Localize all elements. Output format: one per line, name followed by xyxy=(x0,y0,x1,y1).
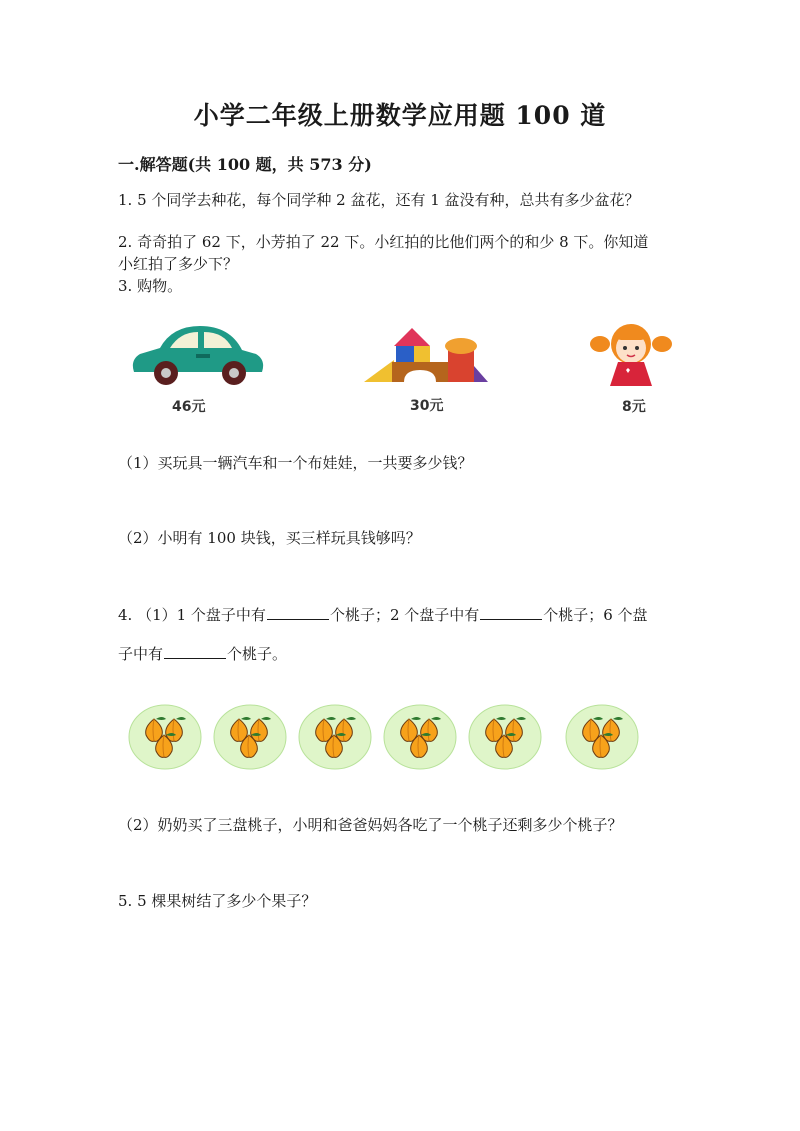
question-4-text-b: 个桃子；2 个盘子中有 xyxy=(329,606,480,624)
doll-image xyxy=(590,322,672,388)
page-title: 小学二年级上册数学应用题 100 道 xyxy=(193,101,607,130)
question-4-text-e: 个桃子。 xyxy=(227,645,288,663)
peach-plate-6 xyxy=(565,703,639,771)
peach-plate-4 xyxy=(383,703,457,771)
car-price: 46元 xyxy=(172,399,206,415)
peach-plate-1 xyxy=(128,703,202,771)
question-2 xyxy=(118,231,678,275)
question-2-line-1: 2. 奇奇拍了 62 下，小芳拍了 22 下。小红拍的比他们两个的和少 8 下。你知道 xyxy=(118,233,649,251)
peach-plate-3 xyxy=(298,703,372,771)
peach-plate-2 xyxy=(213,703,287,771)
question-4-line-1 xyxy=(118,603,678,626)
answer-blank-3[interactable] xyxy=(164,642,226,659)
question-2-line-2: 小红拍了多少下？ xyxy=(118,255,239,273)
car-image xyxy=(126,320,268,386)
answer-blank-1[interactable] xyxy=(267,603,329,620)
peach-plate-5 xyxy=(468,703,542,771)
question-4-text-c: 个桃子；6 个盘 xyxy=(543,606,648,624)
question-4-part-2: （2）奶奶买了三盘桃子，小明和爸爸妈妈各吃了一个桃子还剩多少个桃子？ xyxy=(118,816,623,834)
doll-price: 8元 xyxy=(622,399,646,415)
question-4-line-2 xyxy=(118,642,678,665)
blocks-price: 30元 xyxy=(410,398,444,414)
question-3-part-1: （1）买玩具一辆汽车和一个布娃娃，一共要多少钱？ xyxy=(118,454,473,472)
question-3: 3. 购物。 xyxy=(118,277,183,295)
question-4-text-a: 4. （1）1 个盘子中有 xyxy=(118,606,266,624)
answer-blank-2[interactable] xyxy=(480,603,542,620)
blocks-image xyxy=(364,326,488,384)
section-heading: 一.解答题(共 100 题，共 573 分) xyxy=(118,155,372,174)
question-1: 1. 5 个同学去种花，每个同学种 2 盆花，还有 1 盆没有种，总共有多少盆花？ xyxy=(118,191,640,209)
question-4-text-d: 子中有 xyxy=(118,645,164,663)
question-5: 5. 5 棵果树结了多少个果子？ xyxy=(118,892,317,910)
question-3-part-2: （2）小明有 100 块钱，买三样玩具钱够吗？ xyxy=(118,529,421,547)
